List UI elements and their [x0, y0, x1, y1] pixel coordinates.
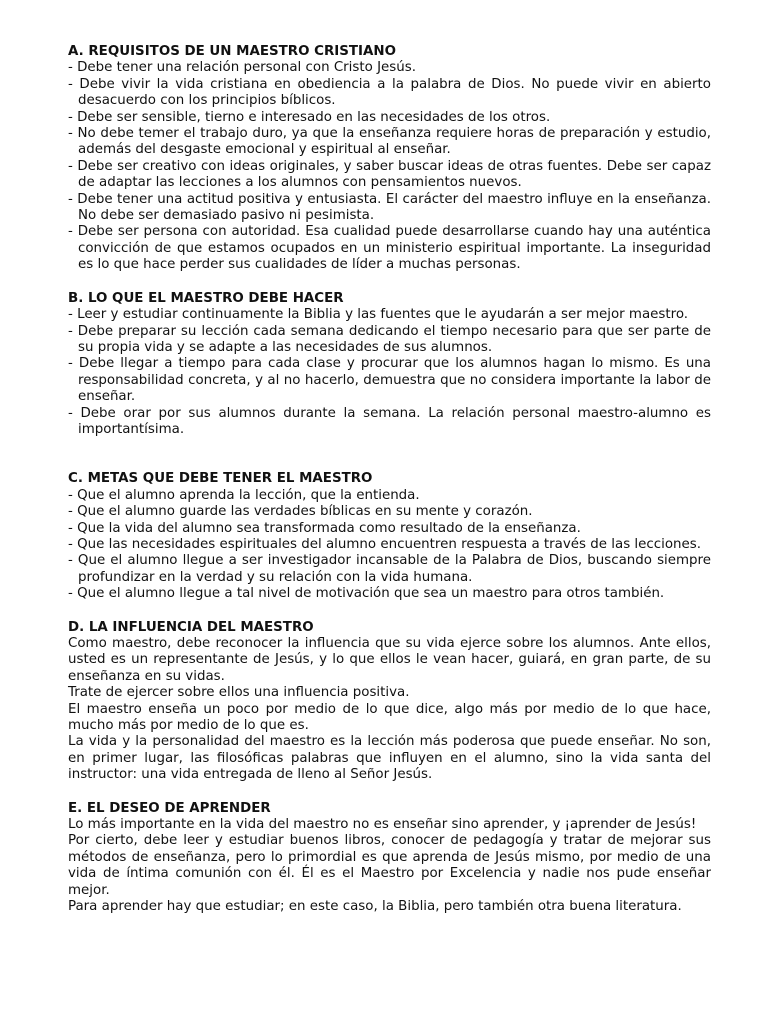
- list-item: - Debe vivir la vida cristiana en obediencia a la palabra de Dios. No puede vivir en abierto desacuerdo con los principios bíblicos.: [68, 76, 711, 109]
- section-requisitos: [68, 44, 711, 274]
- paragraph: El maestro enseña un poco por medio de lo que dice, algo más por medio de lo que hace, mucho más por medio de lo que es.: [68, 701, 711, 734]
- list-item: - Leer y estudiar continuamente la Biblia y las fuentes que le ayudarán a ser mejor maestro.: [68, 307, 689, 323]
- bullet-list: [68, 307, 711, 438]
- list-item: - Debe ser creativo con ideas originales, y saber buscar ideas de otras fuentes. Debe ser capaz de adaptar las lecciones a los alumnos con pensamientos nuevos.: [68, 158, 711, 191]
- section-title: B. LO QUE EL MAESTRO DEBE HACER: [68, 290, 344, 306]
- list-item: - Que el alumno guarde las verdades bíblicas en su mente y corazón.: [68, 504, 533, 520]
- document-body: [68, 44, 711, 916]
- list-item: - Debe orar por sus alumnos durante la semana. La relación personal maestro-alumno es importantísima.: [68, 405, 711, 437]
- list-item: - Que el alumno aprenda la lección, que la entienda.: [68, 487, 420, 503]
- list-item: - Que el alumno llegue a ser investigador incansable de la Palabra de Dios, buscando siempre profundizar en la verdad y su relación con la vida humana.: [68, 553, 711, 585]
- bullet-list: [68, 60, 711, 273]
- paragraph: Para aprender hay que estudiar; en este caso, la Biblia, pero también otra buena literatura.: [68, 899, 682, 915]
- section-title: E. EL DESEO DE APRENDER: [68, 800, 271, 816]
- list-item: - Debe tener una actitud positiva y entusiasta. El carácter del maestro influye en la enseñanza. No debe ser demasiado pasivo ni pesimista.: [68, 191, 711, 224]
- section-title: D. LA INFLUENCIA DEL MAESTRO: [68, 619, 314, 635]
- list-item: - Que el alumno llegue a tal nivel de motivación que sea un maestro para otros también.: [68, 586, 665, 602]
- paragraph: Como maestro, debe reconocer la influencia que su vida ejerce sobre los alumnos. Ante ellos, usted es un representante de Jesús, y lo que ellos le vean hacer, guiará, en gran parte, de su enseñanza en su vidas.: [68, 636, 711, 684]
- bullet-list: [68, 488, 711, 603]
- paragraph: La vida y la personalidad del maestro es la lección más poderosa que puede enseñar. No son, en primer lugar, las filosóficas palabras que influyen en el alumno, sino la vida santa del instructor: una vida entregada de lleno al Señor Jesús.: [68, 734, 711, 783]
- list-item: - Debe llegar a tiempo para cada clase y procurar que los alumnos hagan lo mismo. Es una responsabilidad concreta, y al no hacerlo, demuestra que no considera importante la labor de enseñar.: [68, 356, 711, 405]
- section-metas: [68, 471, 711, 602]
- section-title: C. METAS QUE DEBE TENER EL MAESTRO: [68, 471, 373, 487]
- list-item: - Debe ser persona con autoridad. Esa cualidad puede desarrollarse cuando hay una auténtica convicción de que estamos ocupados en un ministerio espiritual importante. La inseguridad es lo que hace perder sus cualidades de líder a muchas personas.: [68, 224, 711, 273]
- section-deseo-de-aprender: [68, 801, 711, 916]
- list-item: - No debe temer el trabajo duro, ya que la enseñanza requiere horas de preparación y estudio, además del desgaste emocional y espiritual al enseñar.: [68, 126, 711, 158]
- paragraph: Por cierto, debe leer y estudiar buenos libros, conocer de pedagogía y tratar de mejorar sus métodos de enseñanza, pero lo primordial es que aprenda de Jesús mismo, por medio de una vida de íntima comunión con él. Él es el Maestro por Excelencia y nadie nos pude enseñar mejor.: [68, 833, 711, 898]
- section-influencia: [68, 620, 711, 784]
- list-item: - Que las necesidades espirituales del alumno encuentren respuesta a través de las lecciones.: [68, 536, 701, 552]
- list-item: - Debe preparar su lección cada semana dedicando el tiempo necesario para que ser parte de su propia vida y se adapte a las necesidades de sus alumnos.: [68, 323, 711, 355]
- list-item: - Debe ser sensible, tierno e interesado en las necesidades de los otros.: [68, 109, 551, 125]
- paragraph: Lo más importante en la vida del maestro no es enseñar sino aprender, y ¡aprender de Jesús!: [68, 817, 697, 833]
- paragraph: Trate de ejercer sobre ellos una influencia positiva.: [68, 685, 410, 701]
- list-item: - Debe tener una relación personal con Cristo Jesús.: [68, 60, 416, 76]
- list-item: - Que la vida del alumno sea transformada como resultado de la enseñanza.: [68, 520, 581, 536]
- section-lo-que-debe-hacer: [68, 291, 711, 439]
- section-title: A. REQUISITOS DE UN MAESTRO CRISTIANO: [68, 44, 396, 59]
